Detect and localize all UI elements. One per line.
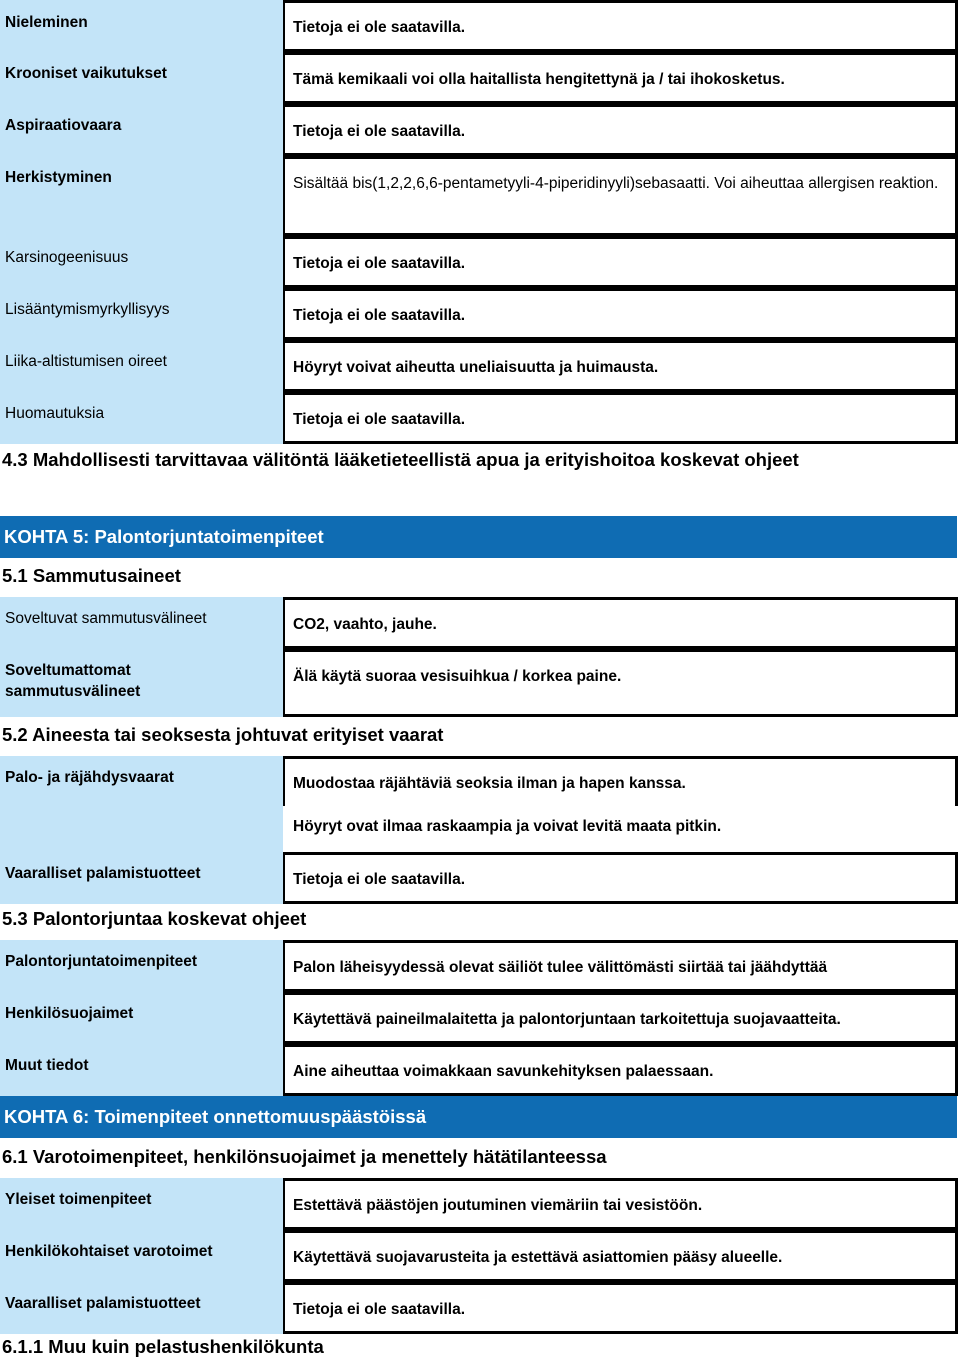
row-value: Palon läheisyydessä olevat säiliöt tulee välittömästi siirtää tai jäähdyttää xyxy=(283,940,958,992)
row-value: Muodostaa räjähtäviä seoksia ilman ja hapen kanssa. xyxy=(283,756,958,806)
row-value: Höyryt voivat aiheutta uneliaisuutta ja huimausta. xyxy=(283,340,958,392)
subsection-heading-5-1: 5.1 Sammutusaineet xyxy=(2,565,181,586)
table-row xyxy=(0,340,958,392)
row-label: Aspiraatiovaara xyxy=(0,104,283,156)
row-label: Soveltuvat sammutusvälineet xyxy=(0,597,283,649)
row-label: Vaaralliset palamistuotteet xyxy=(0,1282,283,1334)
row-label: Yleiset toimenpiteet xyxy=(0,1178,283,1230)
row-value: Tietoja ei ole saatavilla. xyxy=(283,1282,958,1334)
row-value: Sisältää bis(1,2,2,6,6-pentametyyli-4-piperidinyyli)sebasaatti. Voi aiheuttaa allergisen reaktion. xyxy=(283,156,958,236)
row-value: Käytettävä paineilmalaitetta ja palontorjuntaan tarkoitettuja suojavaatteita. xyxy=(283,992,958,1044)
table-row xyxy=(0,236,958,288)
table-row xyxy=(0,1230,958,1282)
table-row xyxy=(0,597,958,649)
table-row xyxy=(0,104,958,156)
row-value: Tietoja ei ole saatavilla. xyxy=(283,852,958,904)
section-6-title-bar: KOHTA 6: Toimenpiteet onnettomuuspäästöissä xyxy=(0,1096,957,1138)
row-label: Liika-altistumisen oireet xyxy=(0,340,283,392)
row-label: Henkilösuojaimet xyxy=(0,992,283,1044)
subsection-heading-5-2: 5.2 Aineesta tai seoksesta johtuvat erityiset vaarat xyxy=(2,724,444,745)
row-value: Käytettävä suojavarusteita ja estettävä asiattomien pääsy alueelle. xyxy=(283,1230,958,1282)
row-value-extra: Höyryt ovat ilmaa raskaampia ja voivat levitä maata pitkin. xyxy=(293,818,722,835)
table-row xyxy=(0,992,958,1044)
row-value: Älä käytä suoraa vesisuihkua / korkea paine. xyxy=(283,649,958,717)
row-label: Palo- ja räjähdysvaarat xyxy=(0,756,283,852)
table-row xyxy=(0,1178,958,1230)
table-row xyxy=(0,288,958,340)
row-label: Lisääntymismyrkyllisyys xyxy=(0,288,283,340)
row-label: Krooniset vaikutukset xyxy=(0,52,283,104)
table-row xyxy=(0,756,958,852)
table-row xyxy=(0,1282,958,1334)
row-value: Tämä kemikaali voi olla haitallista hengitettynä ja / tai ihokosketus. xyxy=(283,52,958,104)
table-row xyxy=(0,852,958,904)
subsection-heading-5-3: 5.3 Palontorjuntaa koskevat ohjeet xyxy=(2,908,307,929)
table-row xyxy=(0,940,958,992)
table-row xyxy=(0,156,958,236)
row-value: Tietoja ei ole saatavilla. xyxy=(283,288,958,340)
row-label: Karsinogeenisuus xyxy=(0,236,283,288)
subsection-heading-6-1: 6.1 Varotoimenpiteet, henkilönsuojaimet ja menettely hätätilanteessa xyxy=(2,1146,607,1167)
row-label: Palontorjuntatoimenpiteet xyxy=(0,940,283,992)
table-row xyxy=(0,649,958,717)
row-value: Tietoja ei ole saatavilla. xyxy=(283,104,958,156)
table-row xyxy=(0,392,958,444)
row-label: Huomautuksia xyxy=(0,392,283,444)
row-value: CO2, vaahto, jauhe. xyxy=(283,597,958,649)
row-value: Tietoja ei ole saatavilla. xyxy=(283,392,958,444)
row-value: Tietoja ei ole saatavilla. xyxy=(283,0,958,52)
row-label: Henkilökohtaiset varotoimet xyxy=(0,1230,283,1282)
row-label: Muut tiedot xyxy=(0,1044,283,1096)
row-value: Aine aiheuttaa voimakkaan savunkehityksen palaessaan. xyxy=(283,1044,958,1096)
table-row xyxy=(0,1044,958,1096)
row-value: Tietoja ei ole saatavilla. xyxy=(283,236,958,288)
section-5-title-bar: KOHTA 5: Palontorjuntatoimenpiteet xyxy=(0,516,957,558)
row-label: Herkistyminen xyxy=(0,156,283,236)
row-label: Vaaralliset palamistuotteet xyxy=(0,852,283,904)
subsection-heading-6-1-1: 6.1.1 Muu kuin pelastushenkilökunta xyxy=(2,1336,324,1357)
row-label: Soveltumattomat sammutusvälineet xyxy=(0,649,283,717)
table-row xyxy=(0,0,958,52)
subsection-heading-4-3: 4.3 Mahdollisesti tarvittavaa välitöntä lääketieteellistä apua ja erityishoitoa koskevat ohjeet xyxy=(2,449,799,470)
table-row xyxy=(0,52,958,104)
row-label: Nieleminen xyxy=(0,0,283,52)
row-value: Estettävä päästöjen joutuminen viemäriin tai vesistöön. xyxy=(283,1178,958,1230)
